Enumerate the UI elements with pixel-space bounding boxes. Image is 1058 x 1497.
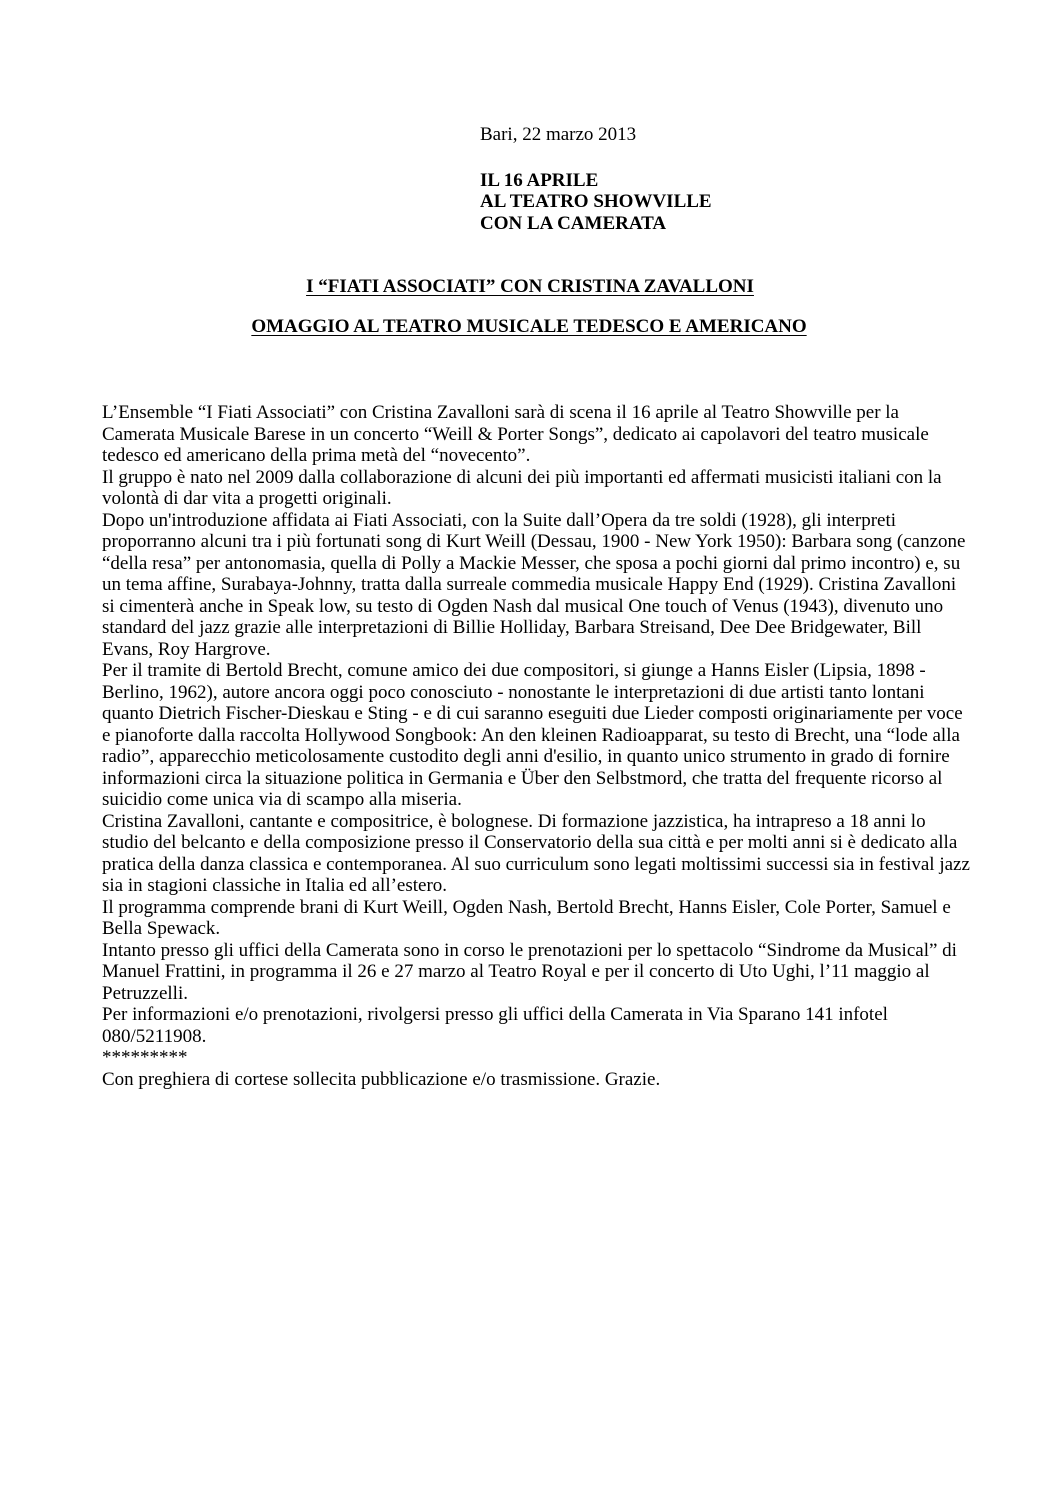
body-paragraph: Intanto presso gli uffici della Camerata sono in corso le prenotazioni per lo spettacolo “Sindrome da Musical” di Manuel Frattini, in programma il 26 e 27 marzo al Teatro Royal e per il concerto di Uto Ughi, l’11 maggio al Petruzzelli. xyxy=(102,939,957,1004)
dateline: Bari, 22 marzo 2013 xyxy=(480,124,637,145)
title-block xyxy=(0,276,1058,338)
headline xyxy=(480,170,1000,235)
document-subtitle-text: OMAGGIO AL TEATRO MUSICALE TEDESCO E AMERICANO xyxy=(251,316,807,337)
body-paragraph: L’Ensemble “I Fiati Associati” con Cristina Zavalloni sarà di scena il 16 aprile al Teatro Showville per la Camerata Musicale Barese in un concerto “Weill & Porter Songs”, dedicato ai capolavori del teatro musicale tedesco ed americano della prima metà del “novecento”. xyxy=(102,402,929,466)
body-paragraph: Il gruppo è nato nel 2009 dalla collaborazione di alcuni dei più importanti ed affermati musicisti italiani con la volontà di dar vita a progetti originali. xyxy=(102,466,942,509)
body-paragraph: Per il tramite di Bertold Brecht, comune amico dei due compositori, si giunge a Hanns Eisler (Lipsia, 1898 - Berlino, 1962), autore ancora oggi poco conosciuto - nonostante le interpretazioni di due artisti tanto lontani quanto Dietrich Fischer-Dieskau e Sting - e di cui saranno eseguiti due Lieder composti originariamente per voce e pianoforte dalla raccolta Hollywood Songbook: An den kleinen Radioapparat, su testo di Brecht, una “lode alla radio”, apparecchio meticolosamente custodito degli anni d'esilio, in quanto unico strumento in grado di fornire informazioni circa la situazione politica in Germania e Über den Selbstmord, che tratta del frequente ricorso al suicidio come unica via di scampo alla miseria. xyxy=(102,660,963,810)
headline-line: CON LA CAMERATA xyxy=(480,212,667,234)
header-block xyxy=(480,124,1000,234)
document-title xyxy=(0,276,1058,298)
document-subtitle xyxy=(0,316,1058,338)
body-text xyxy=(102,402,972,1090)
headline-line: IL 16 APRILE xyxy=(480,169,599,191)
separator-asterisks: ********* xyxy=(102,1047,188,1068)
body-paragraph: Il programma comprende brani di Kurt Weill, Ogden Nash, Bertold Brecht, Hanns Eisler, Cole Porter, Samuel e Bella Spewack. xyxy=(102,896,951,939)
closing-note: Con preghiera di cortese sollecita pubblicazione e/o trasmissione. Grazie. xyxy=(102,1068,661,1090)
body-paragraph: Per informazioni e/o prenotazioni, rivolgersi presso gli uffici della Camerata in Via Sparano 141 infotel 080/5211908. xyxy=(102,1004,888,1047)
body-paragraph: Cristina Zavalloni, cantante e compositrice, è bolognese. Di formazione jazzistica, ha intrapreso a 18 anni lo studio del belcanto e della composizione presso il Conservatorio della sua città e per molti anni si è dedicato alla pratica della danza classica e contemporanea. Al suo curriculum sono legati moltissimi successi sia in festival jazz sia in stagioni classiche in Italia ed all’estero. xyxy=(102,810,970,896)
document-title-text: I “FIATI ASSOCIATI” CON CRISTINA ZAVALLONI xyxy=(306,276,754,297)
headline-line: AL TEATRO SHOWVILLE xyxy=(480,191,712,212)
body-paragraph: Dopo un'introduzione affidata ai Fiati Associati, con la Suite dall’Opera da tre soldi (1928), gli interpreti proporranno alcuni tra i più fortunati song di Kurt Weill (Dessau, 1900 - New York 1950): Barbara song (canzone “della resa” per antonomasia, quella di Polly a Mackie Messer, che sposa a pochi giorni dal primo incontro) e, su un tema affine, Surabaya-Johnny, tratta dalla surreale commedia musicale Happy End (1929). Cristina Zavalloni si cimenterà anche in Speak low, su testo di Ogden Nash dal musical One touch of Venus (1943), divenuto uno standard del jazz grazie alle interpretazioni di Billie Holliday, Barbara Streisand, Dee Dee Bridgewater, Bill Evans, Roy Hargrove. xyxy=(102,509,966,660)
